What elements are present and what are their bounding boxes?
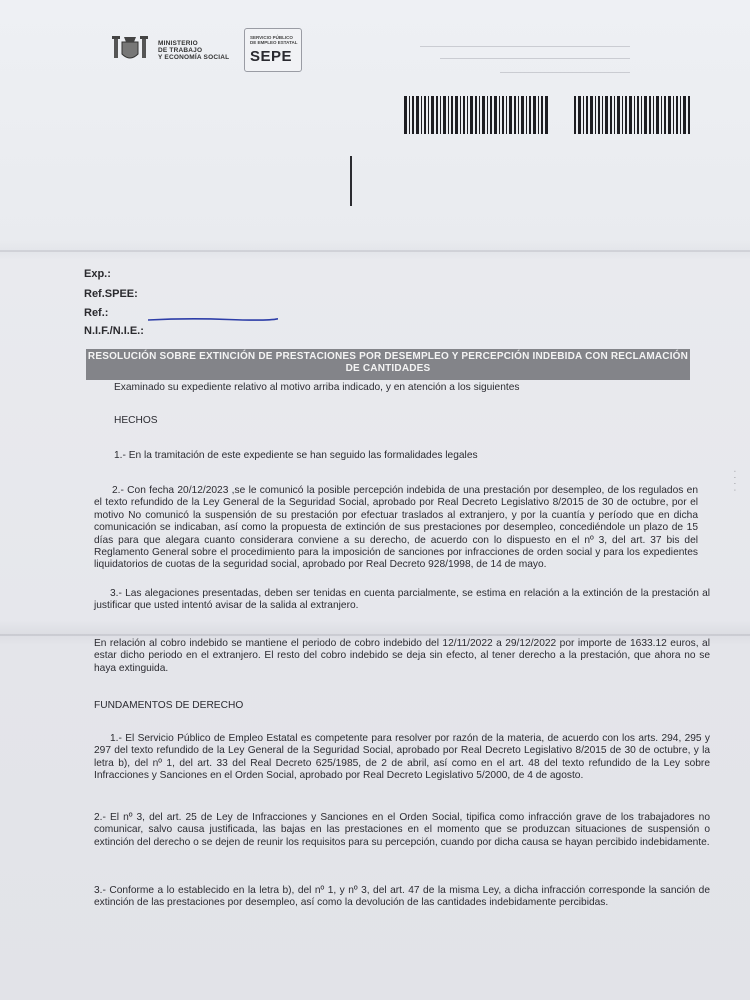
intro-text: Examinado su expediente relativo al motivo arriba indicado, y en atención a los siguientes: [114, 382, 520, 393]
cobro-indebido-paragraph: En relación al cobro indebido se mantiene el periodo de cobro indebido del 12/11/2022 a 29/12/2022 por importe de 1633.12 euros, al estar dicho periodo en el extranjero. El resto del cobro indebido se deja sin efecto, al tener derecho a la prestación, que ahora no se haya extinguida.: [94, 638, 710, 674]
paper-fold: [0, 250, 750, 252]
field-ref: Ref.:: [84, 307, 109, 319]
hechos-heading: HECHOS: [114, 415, 158, 426]
sepe-logo: [244, 28, 302, 72]
faint-print: [420, 46, 630, 47]
field-exp: Exp.:: [84, 268, 111, 280]
sepe-subtitle: SERVICIO PÚBLICO DE EMPLEO ESTATAL: [250, 35, 298, 45]
faint-print: [440, 58, 630, 59]
sepe-label: SEPE: [250, 48, 293, 65]
faint-print: [500, 72, 630, 73]
barcode-icon: [574, 96, 690, 134]
fundamento-3: 3.- Conforme a lo establecido en la letra b), del nº 1, y nº 3, del art. 47 de la misma Ley, a dicha infracción corresponde la sanción de extinción de las prestaciones por desempleo, así como la devolución de las cantidades indebidamente percibidas.: [94, 885, 710, 909]
side-margin-print: · · · ·: [731, 470, 738, 493]
field-nif: N.I.F./N.I.E.:: [84, 325, 144, 337]
fundamentos-heading: FUNDAMENTOS DE DERECHO: [94, 700, 244, 711]
field-ref-spee: Ref.SPEE:: [84, 288, 138, 300]
window-mark: [350, 156, 352, 206]
barcode-icon: [404, 96, 550, 134]
coat-of-arms-icon: [110, 34, 150, 64]
ministry-logo: [110, 34, 240, 64]
ministry-name: MINISTERIO DE TRABAJO Y ECONOMÍA SOCIAL: [158, 40, 230, 61]
redaction-line: [148, 318, 278, 321]
hecho-3: 3.- Las alegaciones presentadas, deben ser tenidas en cuenta parcialmente, se estima en relación a la extinción de la prestación al justificar que usted intentó avisar de la salida al extranjero.: [94, 588, 710, 612]
paper-fold: [0, 634, 750, 636]
hecho-1: 1.- En la tramitación de este expediente se han seguido las formalidades legales: [114, 450, 478, 461]
fundamento-2: 2.- El nº 3, del art. 25 de Ley de Infracciones y Sanciones en el Orden Social, tipifica como infracción grave de los trabajadores no comunicar, salvo causa justificada, las bajas en las prestaciones en el momento que se produzcan situaciones de suspensión o extinción del derecho o se dejen de reunir los requisitos para su percepción, cuando por dicha causa se hayan percibido indebidamente.: [94, 812, 710, 848]
resolution-title: RESOLUCIÓN SOBRE EXTINCIÓN DE PRESTACIONES POR DESEMPLEO Y PERCEPCIÓN INDEBIDA CON RECLAMACIÓN DE CANTIDADES: [86, 349, 690, 380]
hecho-2: 2.- Con fecha 20/12/2023 ,se le comunicó la posible percepción indebida de una prestación por desempleo, de los regulados en el texto refundido de la Ley General de la Seguridad Social, aprobado por Real Decreto Legislativo 8/2015 de 30 de octubre, por el motivo No comunicó la suspensión de su prestación por efectuar traslados al extranjero, y por la cuantía y período que en dicha comunicación se indicaban, así como la propuesta de extinción de sus prestaciones por desempleo, concediéndole un plazo de 15 días para que alegara cuanto considerara conviene a su derecho, de acuerdo con lo dispuesto en el nº 3, del art. 37 bis del Reglamento General sobre el procedimiento para la imposición de sanciones por infracciones de orden social y para los expedientes liquidatorios de cuotas de la seguridad social, aprobado por Real Decreto 928/1998, de 14 de mayo.: [94, 485, 698, 571]
fundamento-1: 1.- El Servicio Público de Empleo Estatal es competente para resolver por razón de la materia, de acuerdo con los arts. 294, 295 y 297 del texto refundido de la Ley General de la Seguridad Social, aprobado por Real Decreto Legislativo 8/2015 de 30 de octubre, y la letra b), del nº 1, del art. 33 del Real Decreto 625/1985, de 2 de abril, así como en el art. 48 del texto refundido de la Ley sobre Infracciones y Sanciones en el Orden Social, aprobado por Real Decreto Legislativo 5/2000, de 4 de agosto.: [94, 733, 710, 782]
